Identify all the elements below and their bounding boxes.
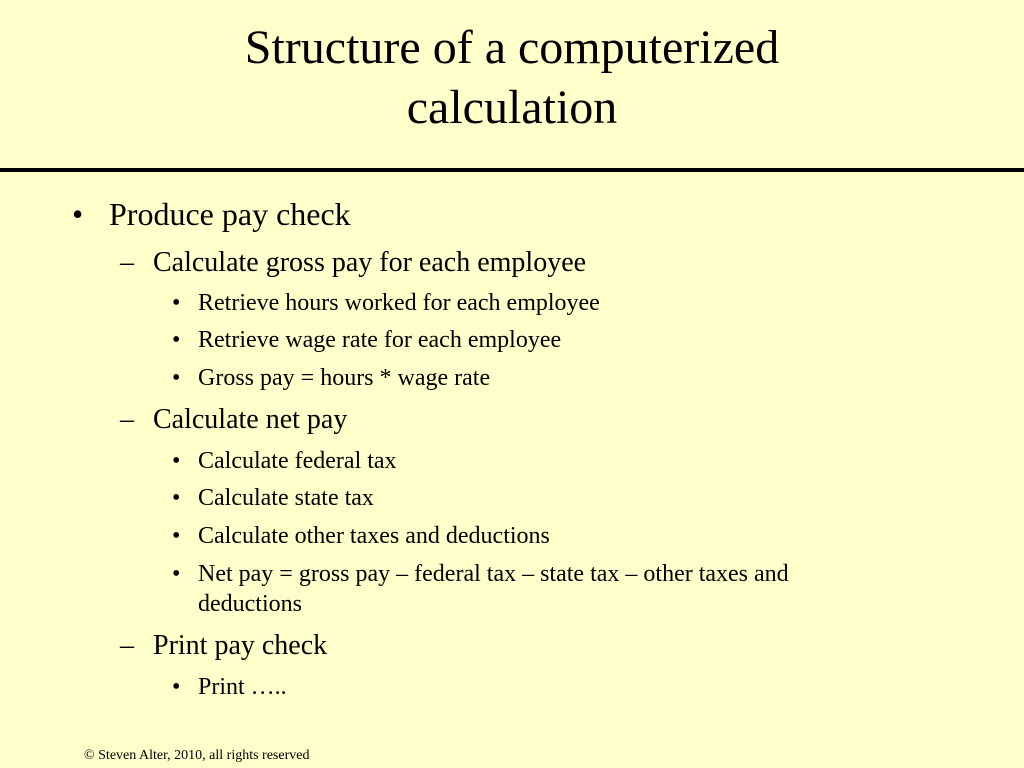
bullet-marker: •: [172, 485, 181, 511]
subsubitem-calc-federal-tax: [0, 446, 1024, 476]
bullet-text: Produce pay check: [109, 196, 351, 232]
subsubitem-retrieve-hours: [0, 288, 1024, 318]
subitem-text: Print pay check: [153, 630, 328, 661]
bullet-marker: •: [172, 674, 181, 700]
subsubitem-calc-state-tax: [0, 483, 1024, 513]
subsubitem-gross-pay-formula: [0, 363, 1024, 393]
subitem-print-pay-check: [0, 628, 1024, 664]
subsubitem-retrieve-wage-rate: [0, 325, 1024, 355]
bullet-marker: •: [72, 196, 84, 232]
subsubitem-text: Net pay = gross pay – federal tax – state tax – other taxes and deductions: [198, 561, 789, 617]
subitem-calc-net-pay: [0, 402, 1024, 438]
subsubitem-text: Print …..: [198, 674, 287, 700]
subsubitem-text: Calculate other taxes and deductions: [198, 523, 550, 549]
subsubitem-text: Retrieve hours worked for each employee: [198, 290, 600, 316]
bullet-marker: •: [172, 561, 181, 587]
dash-marker: –: [120, 404, 134, 435]
subsubitem-text: Calculate federal tax: [198, 448, 397, 474]
subsubitem-print: [0, 672, 1024, 702]
subsubitem-text: Calculate state tax: [198, 485, 374, 511]
subsubitem-calc-other-taxes: [0, 521, 1024, 551]
bullet-marker: •: [172, 365, 181, 391]
copyright-footer: © Steven Alter, 2010, all rights reserved: [84, 748, 310, 763]
dash-marker: –: [120, 630, 134, 661]
bullet-marker: •: [172, 327, 181, 353]
bullet-marker: •: [172, 290, 181, 316]
subitem-text: Calculate net pay: [153, 404, 348, 435]
subitem-text: Calculate gross pay for each employee: [153, 247, 587, 278]
subitem-calc-gross-pay: [0, 245, 1024, 281]
title-divider: [0, 168, 1024, 172]
slide-title: [0, 18, 1024, 138]
dash-marker: –: [120, 247, 134, 278]
subsubitem-text: Retrieve wage rate for each employee: [198, 327, 562, 353]
title-line-2: calculation: [406, 81, 618, 134]
bullet-marker: •: [172, 448, 181, 474]
bullet-item-produce-pay-check: [0, 194, 1024, 234]
subsubitem-net-pay-formula: [0, 559, 1024, 621]
title-line-1: Structure of a computerized: [244, 21, 780, 74]
bullet-marker: •: [172, 523, 181, 549]
subsubitem-text: Gross pay = hours * wage rate: [198, 365, 491, 391]
